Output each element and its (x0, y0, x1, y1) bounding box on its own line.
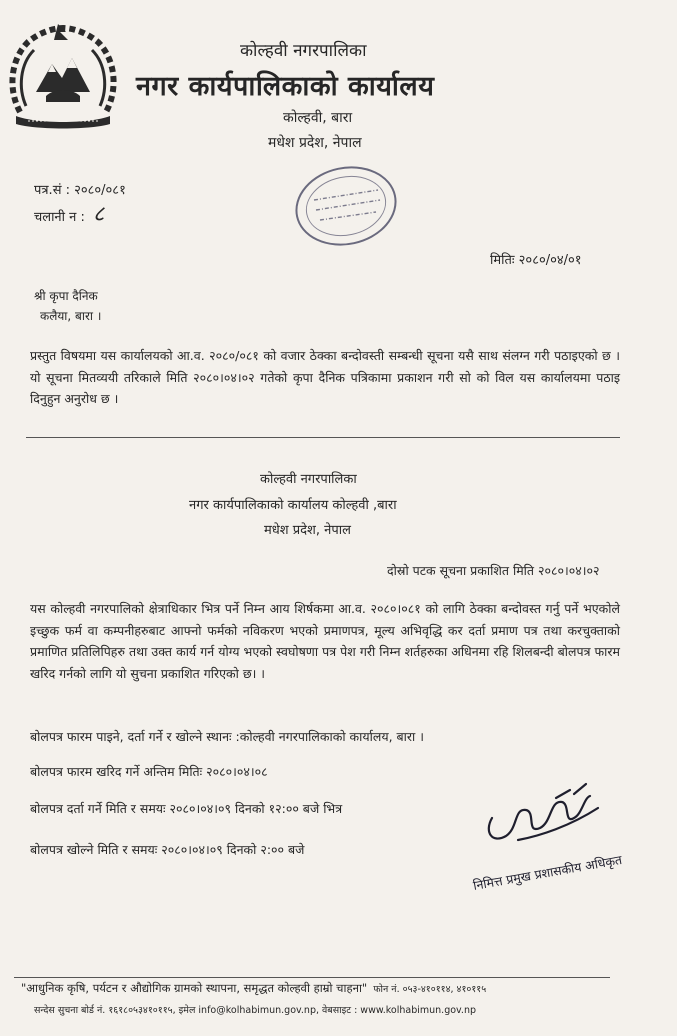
signature-icon (470, 778, 630, 898)
nepal-government-emblem-icon (6, 20, 120, 130)
letterhead-province: मधेश प्रदेश, नेपाल (268, 135, 362, 151)
bid-registration-line: बोलपत्र दर्ता गर्ने मिति र समयः २०८०।०४।०९ दिनको १२:०० बजे भित्र (30, 801, 343, 816)
section-divider (26, 437, 620, 438)
dispatch-number-value: ८ (92, 202, 105, 227)
footer-contact: सन्देस सुचना बोर्ड नं. १६१८०५३४१०११५, इमेल info@kolhabimun.gov.np, वेबसाइट : www.kolhabimun.gov.np (34, 1005, 476, 1016)
office-stamp-icon (286, 160, 398, 250)
footer-divider (14, 977, 610, 978)
dispatch-number-row (34, 198, 104, 228)
signatory-title: निमित्त प्रमुख प्रशासकीय अधिकृत (471, 851, 624, 893)
recipient-address: कलैया, बारा । (40, 309, 102, 323)
bid-location-line: बोलपत्र फारम पाइने, दर्ता गर्ने र खोल्ने स्थानः :कोल्हवी नगरपालिकाको कार्यालय, बारा । (30, 729, 424, 744)
recipient-name: श्री कृपा दैनिक (34, 289, 98, 303)
notice-heading-province: मधेश प्रदेश, नेपाल (264, 523, 351, 538)
letterhead-location: कोल्हवी, बारा (283, 110, 353, 126)
notice-heading-municipality: कोल्हवी नगरपालिका (260, 472, 357, 487)
notice-heading-office: नगर कार्यपालिकाको कार्यालय कोल्हवी ,बारा (189, 498, 397, 513)
footer-phone: फोन नं. ०५३-४१०११४, ४१०११५ (373, 984, 487, 995)
notice-body-paragraph: यस कोल्हवी नगरपालिको क्षेत्राधिकार भित्र पर्ने निम्न आय शिर्षकमा आ.व. २०८०।०८१ को लागि ठेक्का बन्दोवस्त गर्नु पर्ने भएकोले इच्छुक फर्म वा कम्पनीहरुबाट आफ्नो फर्मको नविकरण भएको प्रमाणपत्र, मूल्य अभिवृद्धि कर दर्ता प्रमाण पत्र तथा करचुक्ताको प्रमाणित प्रतिलिपिहरु तथा उक्त कार्य गर्न योग्य भएको स्वघोषणा पत्र पेश गरी निम्न शर्तहरुका अधिनमा रहि शिलबन्दी बोलपत्र फारम खरिद गर्नको लागि यो सुचना प्रकाशित गरिएको छ। । (30, 601, 620, 681)
bid-opening-line: बोलपत्र खोल्ने मिति र समयः २०८०।०४।०९ दिनको २:०० बजे (30, 842, 305, 857)
bid-purchase-deadline-line: बोलपत्र फारम खरिद गर्ने अन्तिम मितिः २०८०।०४।०८ (30, 764, 268, 779)
letterhead-municipality: कोल्हवी नगरपालिका (240, 41, 367, 61)
letter-date: मितिः २०८०/०४/०१ (490, 253, 582, 268)
letterhead-office: नगर कार्यपालिकाको कार्यालय (136, 71, 435, 102)
dispatch-number-label: चलानी न : (34, 210, 85, 225)
notice-publication-date: दोस्रो पटक सूचना प्रकाशित मिति २०८०।०४।०२ (387, 563, 600, 578)
footer-slogan: "आधुनिक कृषि, पर्यटन र औद्योगिक ग्रामको स्थापना, समृद्धत कोल्हवी हाम्रो चाहना" (21, 981, 368, 995)
footer-slogan-row (21, 981, 486, 996)
letter-reference-number: पत्र.सं : २०८०/०८१ (34, 183, 126, 198)
cover-letter-paragraph: प्रस्तुत विषयमा यस कार्यालयको आ.व. २०८०/०८१ को वजार ठेक्का बन्दोवस्ती सम्बन्धी सूचना यसै साथ संलग्न गरी पठाइएको छ । यो सूचना मितव्ययी तरिकाले मिति २०८०।०४।०२ गतेको कृपा दैनिक पत्रिकामा प्रकाशन गरी सो को विल यस कार्यालयमा पठाइ दिनुहुन अनुरोध छ । (30, 348, 620, 406)
